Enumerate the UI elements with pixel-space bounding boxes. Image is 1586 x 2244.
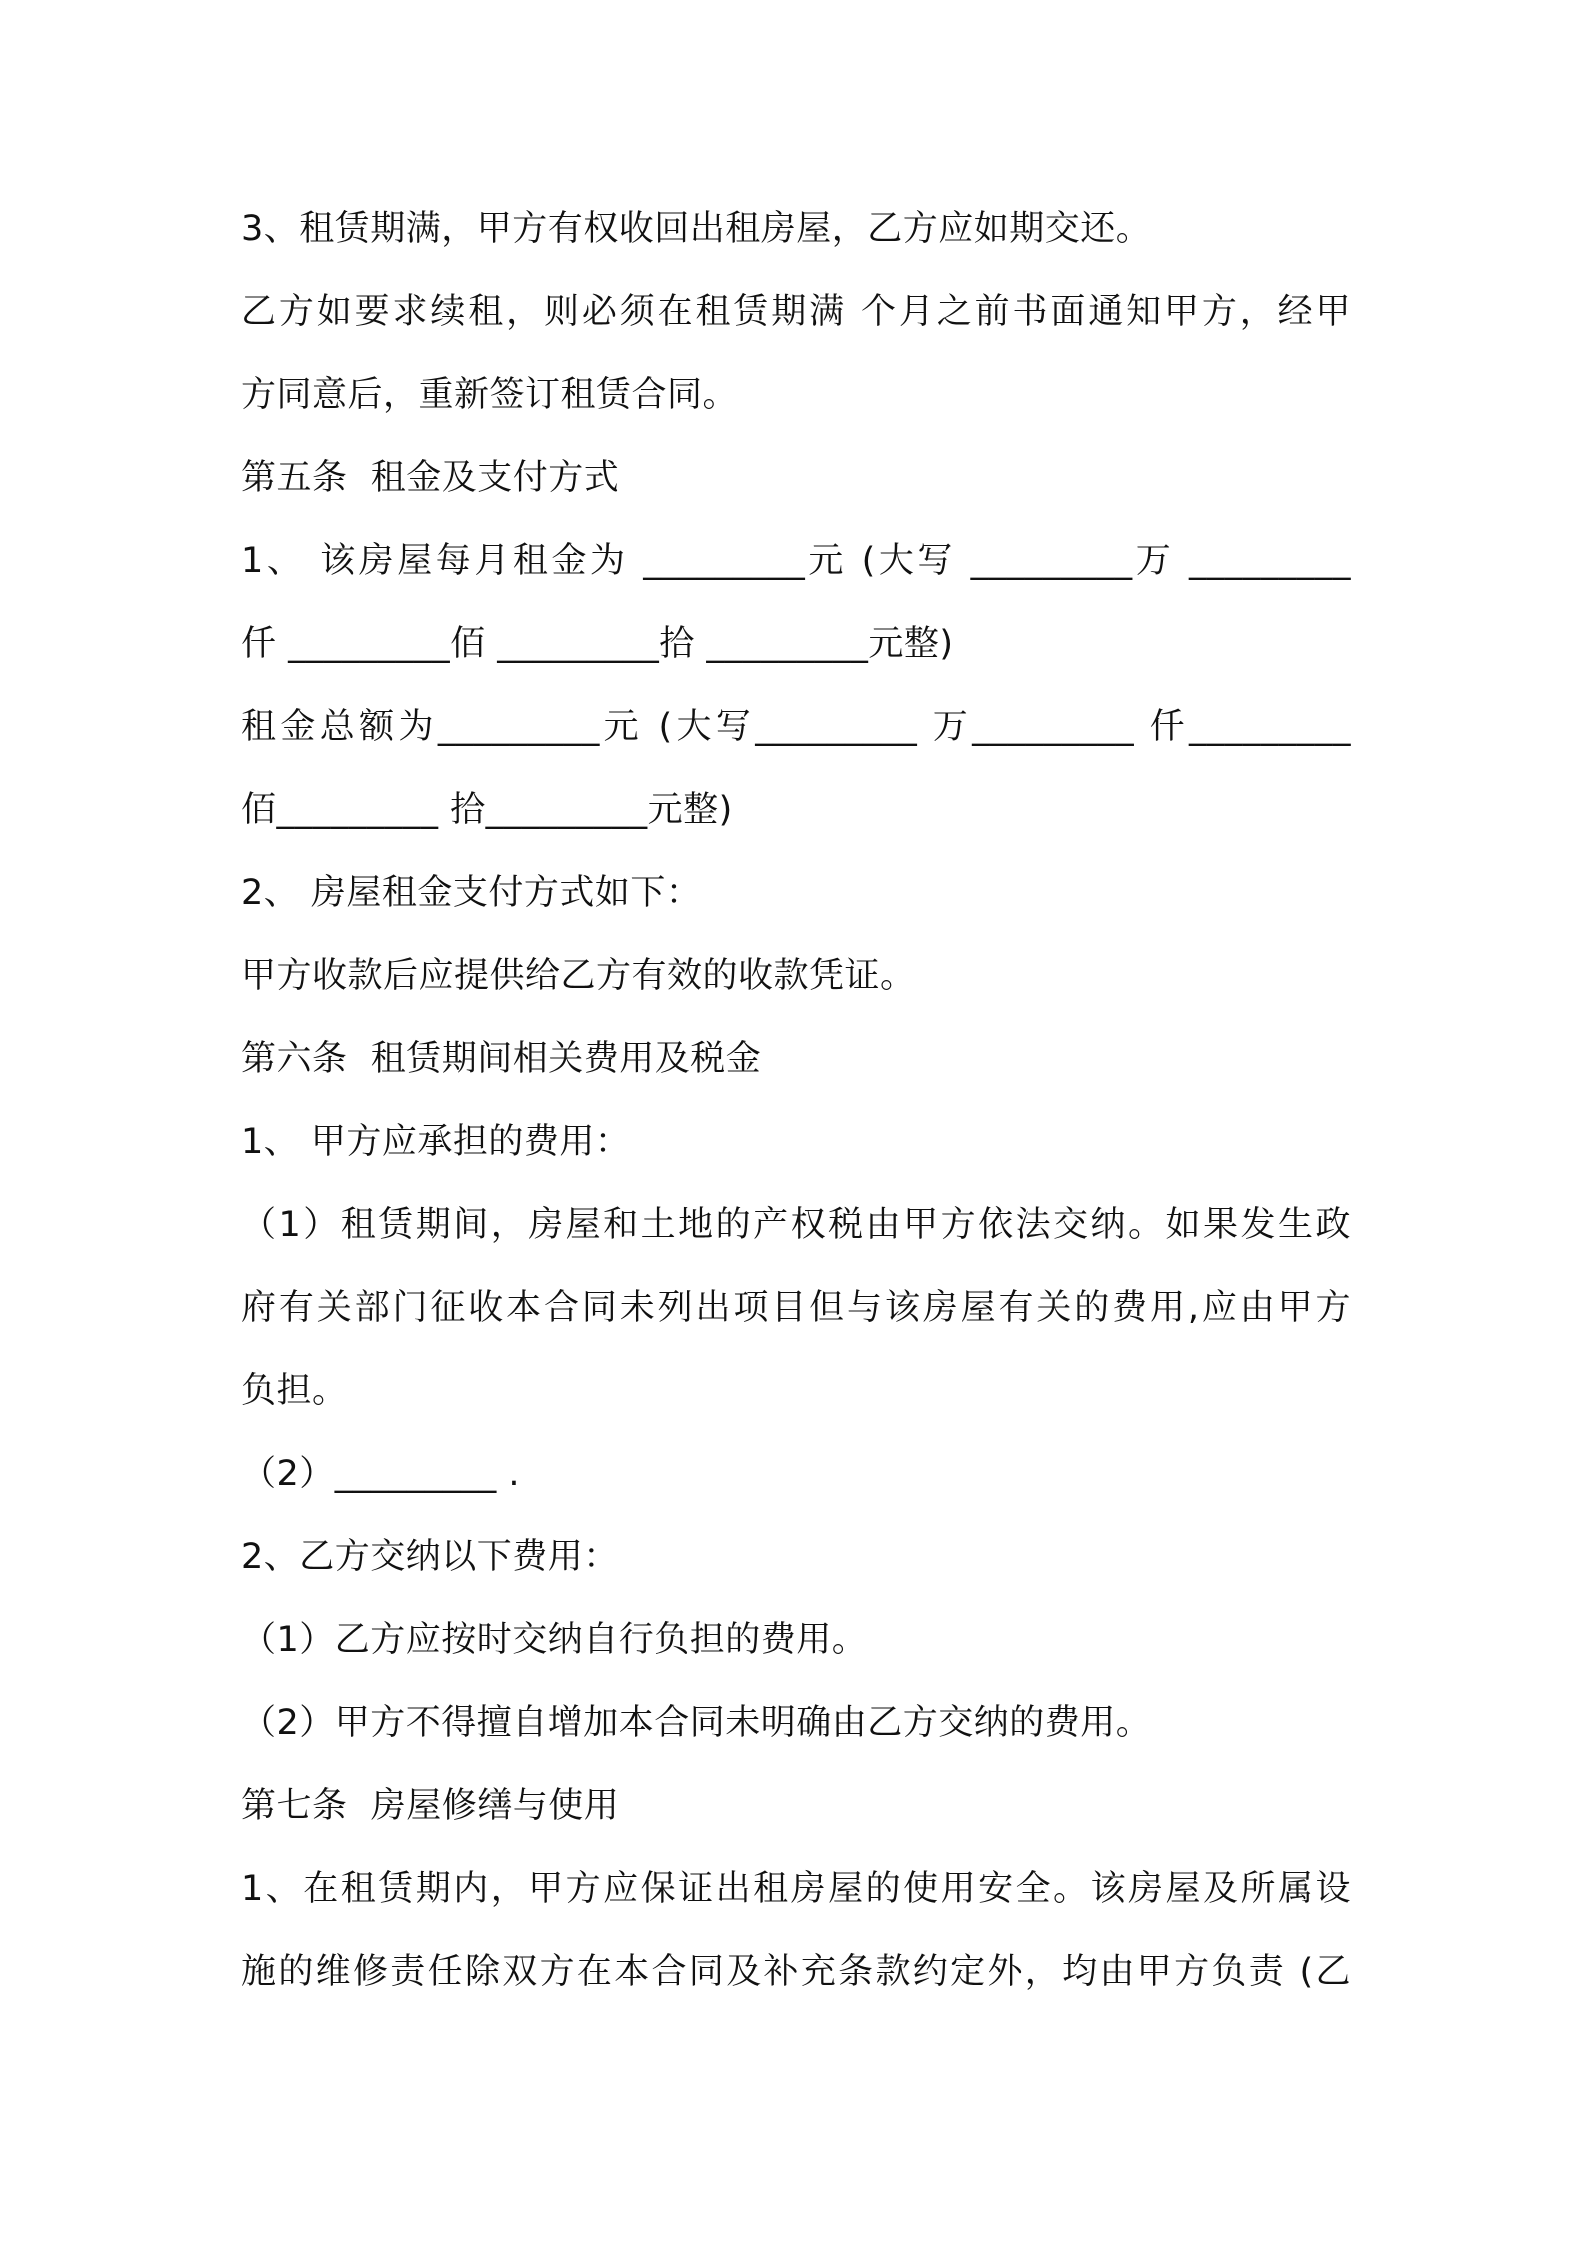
- lessor-fees-sub-1-line-3: 负担。: [241, 1371, 348, 1411]
- renewal-notice-line-1: 乙方如要求续租，则必须在租赁期满 个月之前书面通知甲方，经甲: [241, 292, 1351, 332]
- article-5-heading: 第五条 租金及支付方式: [241, 458, 620, 498]
- lessor-fees-item: 1、 甲方应承担的费用：: [241, 1122, 631, 1162]
- total-rent-line-1: 租金总额为_________元 (大写_________ 万_________ 仟_________: [241, 707, 1351, 747]
- repair-item-line-1: 1、在租赁期内，甲方应保证出租房屋的使用安全。该房屋及所属设: [241, 1869, 1351, 1909]
- lessee-fees-sub-2: （2）甲方不得擅自增加本合同未明确由乙方交纳的费用。: [241, 1703, 1152, 1743]
- article-7-heading: 第七条 房屋修缮与使用: [241, 1786, 620, 1826]
- lessor-fees-sub-1-line-2: 府有关部门征收本合同未列出项目但与该房屋有关的费用,应由甲方: [241, 1288, 1351, 1328]
- payment-method-item: 2、 房屋租金支付方式如下：: [241, 873, 702, 913]
- lessor-fees-sub-2: （2）_________ .: [241, 1454, 521, 1494]
- total-rent-line-2: 佰_________ 拾_________元整): [241, 790, 733, 830]
- lessee-fees-item: 2、乙方交纳以下费用：: [241, 1537, 619, 1577]
- lessor-fees-sub-1-line-1: （1）租赁期间，房屋和土地的产权税由甲方依法交纳。如果发生政: [241, 1205, 1351, 1245]
- article-6-heading: 第六条 租赁期间相关费用及税金: [241, 1039, 762, 1079]
- lessee-fees-sub-1: （1）乙方应按时交纳自行负担的费用。: [241, 1620, 868, 1660]
- monthly-rent-line-2: 仟 _________佰 _________拾 _________元整): [241, 624, 954, 664]
- repair-item-line-2: 施的维修责任除双方在本合同及补充条款约定外，均由甲方负责 (乙: [241, 1952, 1351, 1992]
- receipt-line: 甲方收款后应提供给乙方有效的收款凭证。: [241, 956, 916, 996]
- renewal-notice-line-2: 方同意后，重新签订租赁合同。: [241, 375, 739, 415]
- monthly-rent-line-1: 1、 该房屋每月租金为 _________元 (大写 _________万 _________: [241, 541, 1351, 581]
- clause-4-item-3: 3、租赁期满，甲方有权收回出租房屋，乙方应如期交还。: [241, 209, 1152, 249]
